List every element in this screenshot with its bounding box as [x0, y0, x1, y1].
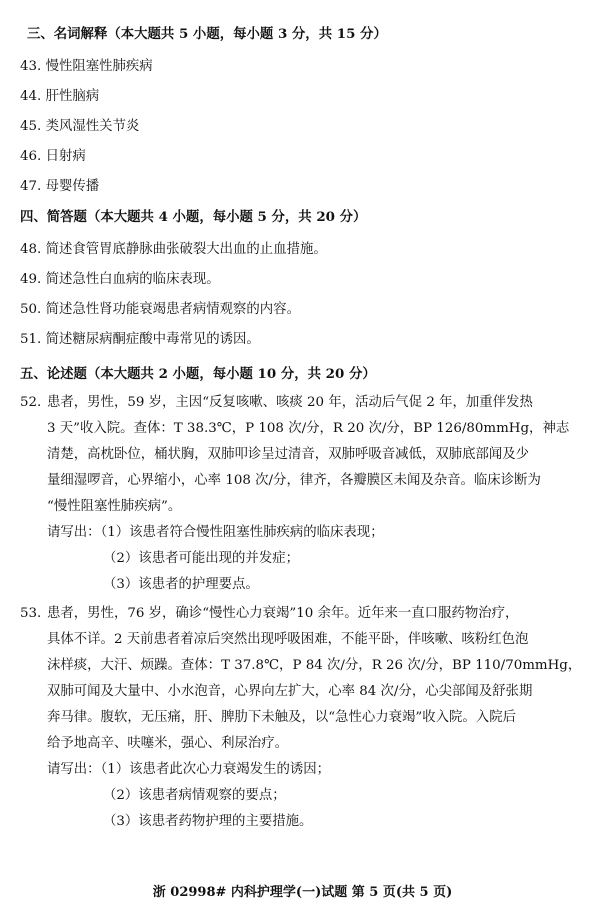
question-number: 48. [20, 242, 42, 257]
sub-question-1: （1）该患者符合慢性阻塞性肺疾病的临床表现； [100, 525, 384, 540]
question-46 [20, 148, 86, 166]
question-52-line-2: 3 天”收入院。查体：T 38.3℃，P 108 次/分，R 20 次/分，BP 126/80mmHg，神志 [47, 421, 570, 436]
question-50 [20, 301, 300, 319]
prompt-label: 请写出： [47, 762, 101, 777]
section-3-heading: 三、名词解释（本大题共 5 小题，每小题 3 分，共 15 分） [27, 26, 387, 42]
question-52-line-1: 患者，男性，59 岁，主因“反复咳嗽、咳痰 20 年，活动后气促 2 年，加重伴发热 [47, 395, 533, 410]
question-43 [20, 58, 153, 76]
section-4-heading: 四、简答题（本大题共 4 小题，每小题 5 分，共 20 分） [20, 209, 367, 225]
question-53-line-3: 沫样痰，大汗、烦躁。查体：T 37.8℃，P 84 次/分，R 26 次/分，BP 110/70mmHg， [47, 658, 582, 673]
question-53-sub-2: （2）该患者病情观察的要点； [103, 788, 286, 803]
question-49 [20, 271, 220, 289]
question-text: 简述急性肾功能衰竭患者病情观察的内容。 [45, 302, 300, 317]
question-text: 慢性阻塞性肺疾病 [45, 59, 153, 74]
question-text: 日射病 [45, 149, 86, 164]
question-52-line-5: “慢性阻塞性肺疾病”。 [47, 499, 182, 514]
prompt-label: 请写出： [47, 525, 101, 540]
question-53-line-2: 具体不详。2 天前患者着凉后突然出现呼吸困难，不能平卧，伴咳嗽、咳粉红色泡 [47, 632, 529, 647]
question-number: 44. [20, 89, 42, 104]
sub-question-1: （1）该患者此次心力衰竭发生的诱因； [100, 762, 331, 777]
question-number: 50. [20, 302, 42, 317]
question-number: 47. [20, 179, 42, 194]
question-53-number: 53. [20, 606, 42, 621]
question-text: 肝性脑病 [45, 89, 100, 104]
question-53-line-5: 奔马律。腹软，无压痛，肝、脾肋下未触及，以“急性心力衰竭”收入院。入院后 [47, 710, 516, 725]
question-52-sub-3: （3）该患者的护理要点。 [103, 577, 259, 592]
question-text: 类风湿性关节炎 [45, 119, 140, 134]
question-text: 简述急性白血病的临床表现。 [45, 272, 220, 287]
question-53-prompt [47, 761, 330, 779]
question-53-line-6: 给予地高辛、呋噻米，强心、利尿治疗。 [47, 736, 289, 751]
question-number: 45. [20, 119, 42, 134]
question-52-line-4: 量细湿啰音，心界缩小，心率 108 次/分，律齐，各瓣膜区未闻及杂音。临床诊断为 [47, 473, 541, 488]
question-number: 46. [20, 149, 42, 164]
question-number: 43. [20, 59, 42, 74]
question-48 [20, 241, 327, 259]
question-text: 母婴传播 [45, 179, 100, 194]
question-text: 简述食管胃底静脉曲张破裂大出血的止血措施。 [45, 242, 327, 257]
question-47 [20, 178, 99, 196]
question-52-prompt [47, 524, 384, 542]
question-text: 简述糖尿病酮症酸中毒常见的诱因。 [45, 332, 260, 347]
question-number: 49. [20, 272, 42, 287]
question-53-sub-3: （3）该患者药物护理的主要措施。 [103, 814, 313, 829]
question-51 [20, 331, 260, 349]
question-52-line-3: 清楚，高枕卧位，桶状胸，双肺叩诊呈过清音，双肺呼吸音减低，双肺底部闻及少 [47, 447, 530, 462]
question-45 [20, 118, 139, 136]
section-5-heading: 五、论述题（本大题共 2 小题，每小题 10 分，共 20 分） [20, 366, 376, 382]
question-52-sub-2: （2）该患者可能出现的并发症； [103, 551, 299, 566]
question-53-line-4: 双肺可闻及大量中、小水泡音，心界向左扩大，心率 84 次/分，心尖部闻及舒张期 [47, 684, 533, 699]
question-52-number: 52. [20, 395, 42, 410]
question-number: 51. [20, 332, 42, 347]
question-53-line-1: 患者，男性，76 岁，确诊“慢性心力衰竭”10 余年。近年来一直口服药物治疗， [47, 606, 519, 621]
question-44 [20, 88, 99, 106]
page-footer: 浙 02998# 内科护理学(一)试题 第 5 页(共 5 页) [152, 885, 453, 900]
